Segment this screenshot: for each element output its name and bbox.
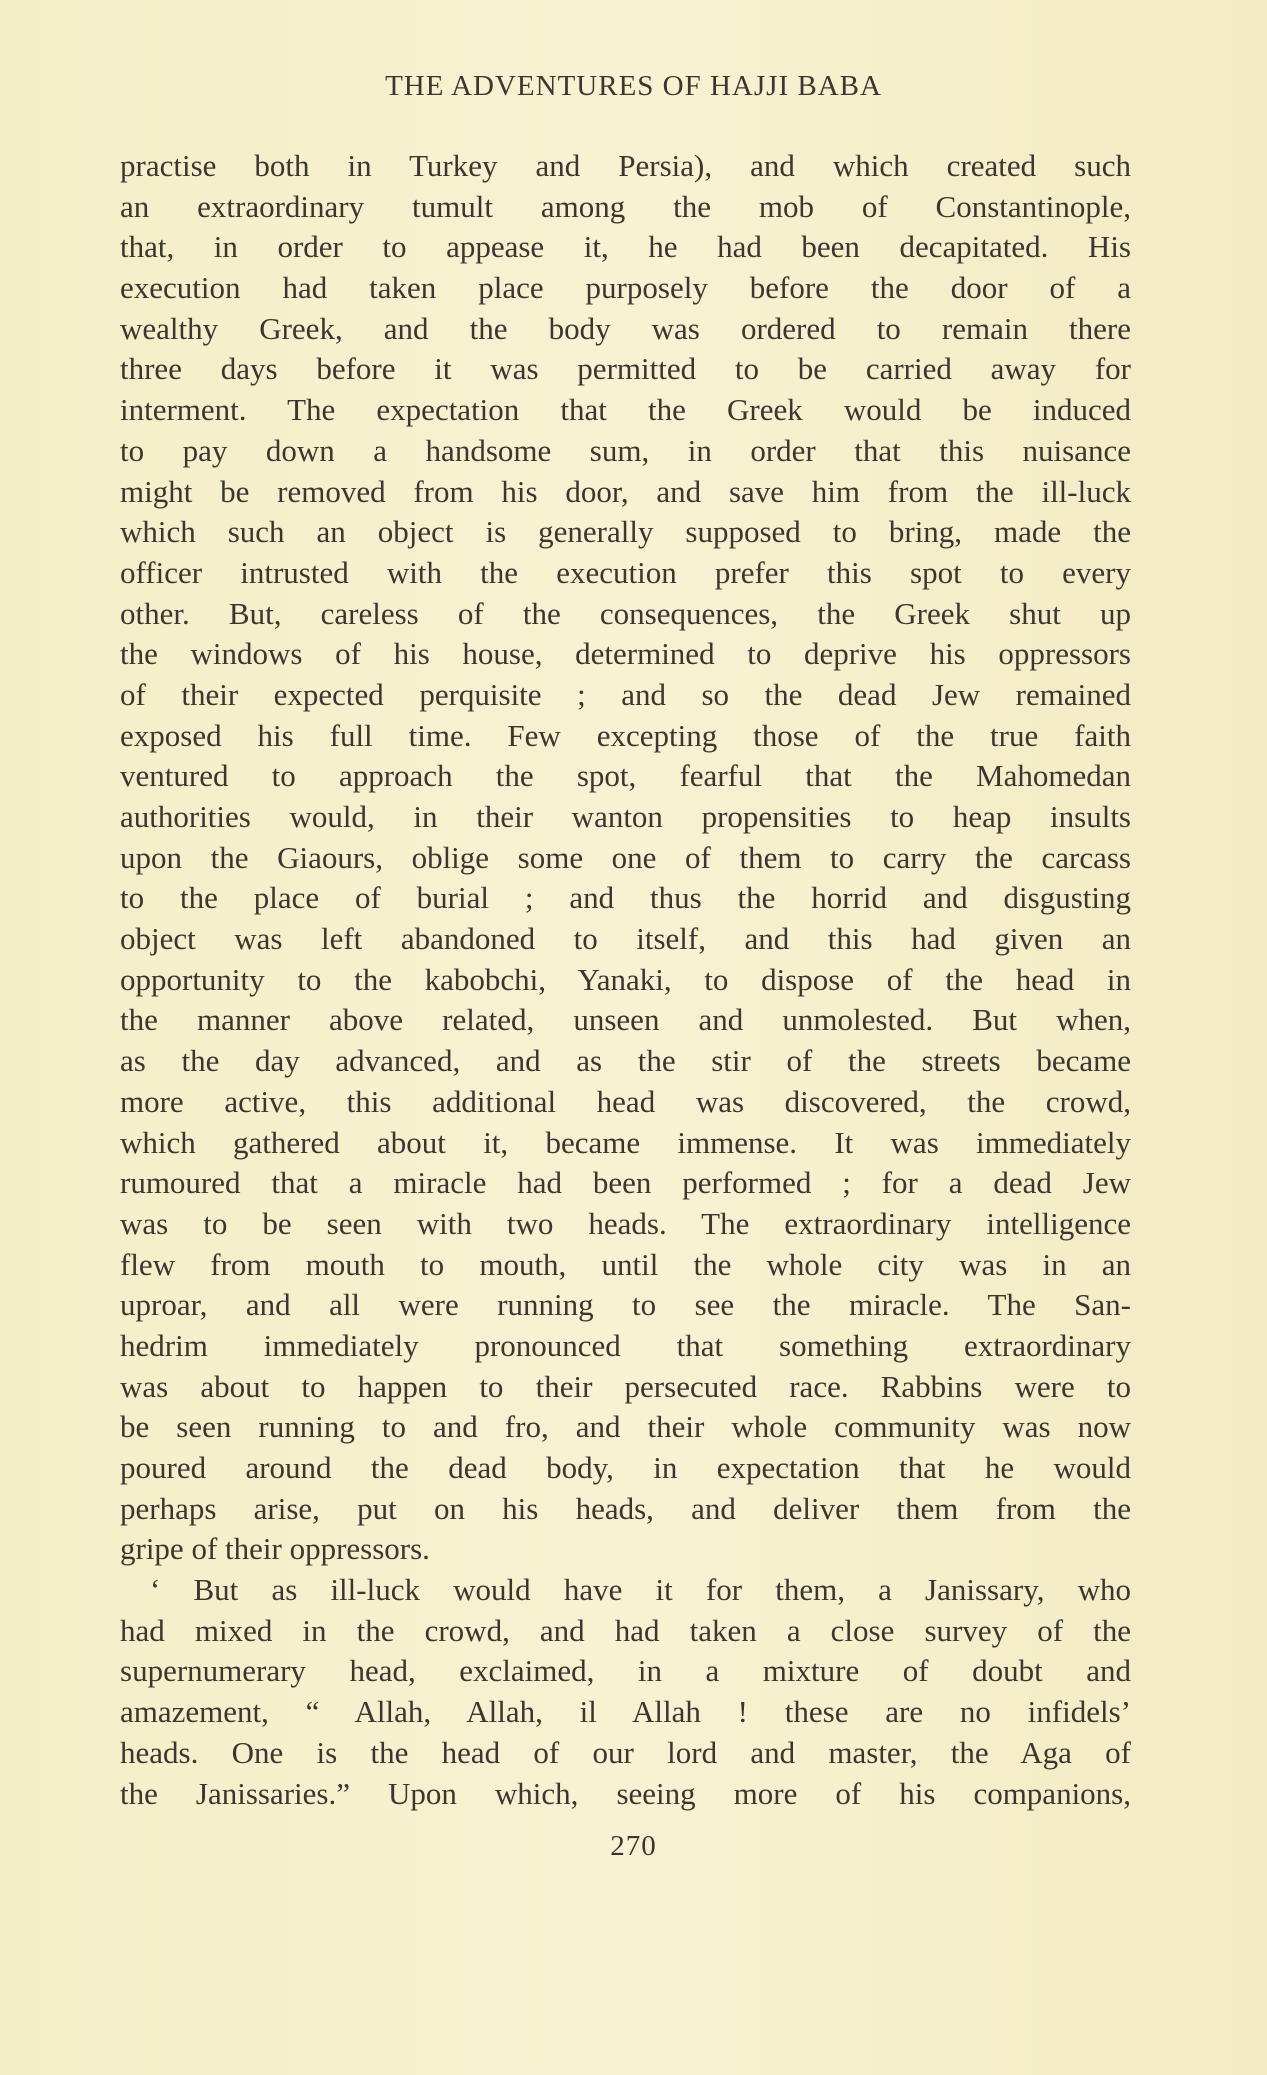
text-line: the manner above related, unseen and unmolested. But when,	[120, 1002, 1131, 1038]
text-line: more active, this additional head was discovered, the crowd,	[120, 1083, 1131, 1119]
text-line: to pay down a handsome sum, in order that this nuisance	[120, 432, 1131, 468]
text-line: supernumerary head, exclaimed, in a mixture of doubt and	[120, 1653, 1131, 1689]
paragraph-start-line: ‘ But as ill-luck would have it for them, a Janissary, who	[150, 1572, 1131, 1608]
text-line: three days before it was permitted to be carried away for	[120, 351, 1131, 387]
text-line: might be removed from his door, and save him from the ill-luck	[120, 473, 1131, 509]
text-line: which gathered about it, became immense. It was immediately	[120, 1124, 1131, 1160]
text-line: exposed his full time. Few excepting those of the true faith	[120, 717, 1131, 753]
text-line: authorities would, in their wanton propensities to heap insults	[120, 799, 1131, 834]
text-line: the windows of his house, determined to deprive his oppressors	[120, 636, 1131, 672]
text-line: an extraordinary tumult among the mob of Constantinople,	[120, 188, 1131, 224]
text-line: amazement, “ Allah, Allah, il Allah ! these are no infidels’	[120, 1694, 1131, 1730]
text-line: of their expected perquisite ; and so the dead Jew remained	[120, 676, 1131, 712]
text-line: which such an object is generally supposed to bring, made the	[120, 514, 1131, 550]
text-line: hedrim immediately pronounced that something extraordinary	[120, 1327, 1131, 1363]
text-line: practise both in Turkey and Persia), and which created such	[120, 148, 1131, 183]
text-line: was about to happen to their persecuted race. Rabbins were to	[120, 1368, 1131, 1404]
text-line: uproar, and all were running to see the miracle. The San-	[120, 1287, 1131, 1323]
text-line: heads. One is the head of our lord and master, the Aga of	[120, 1734, 1131, 1770]
text-line: ventured to approach the spot, fearful that the Mahomedan	[120, 758, 1131, 794]
text-line: poured around the dead body, in expectation that he would	[120, 1450, 1131, 1485]
text-line: was to be seen with two heads. The extraordinary intelligence	[120, 1205, 1131, 1241]
running-head: THE ADVENTURES OF HAJJI BABA	[385, 70, 882, 102]
text-line: other. But, careless of the consequences, the Greek shut up	[120, 595, 1131, 631]
text-line: object was left abandoned to itself, and this had given an	[120, 921, 1131, 957]
text-line: as the day advanced, and as the stir of the streets became	[120, 1043, 1131, 1079]
page-number: 270	[610, 1830, 657, 1862]
paragraph-end-line: gripe of their oppressors.	[120, 1531, 430, 1567]
body-text	[120, 146, 1131, 1814]
text-line: interment. The expectation that the Greek would be induced	[120, 392, 1131, 428]
text-line: perhaps arise, put on his heads, and deliver them from the	[120, 1490, 1131, 1526]
text-line: had mixed in the crowd, and had taken a close survey of the	[120, 1612, 1131, 1648]
text-line: execution had taken place purposely before the door of a	[120, 270, 1131, 306]
text-line: upon the Giaours, oblige some one of them to carry the carcass	[120, 839, 1131, 875]
text-line: the Janissaries.” Upon which, seeing more of his companions,	[120, 1775, 1131, 1811]
text-line: be seen running to and fro, and their whole community was now	[120, 1409, 1131, 1445]
text-line: flew from mouth to mouth, until the whole city was in an	[120, 1246, 1131, 1282]
text-line: wealthy Greek, and the body was ordered to remain there	[120, 310, 1131, 346]
text-line: that, in order to appease it, he had been decapitated. His	[120, 229, 1131, 265]
text-line: opportunity to the kabobchi, Yanaki, to dispose of the head in	[120, 961, 1131, 997]
text-line: rumoured that a miracle had been performed ; for a dead Jew	[120, 1165, 1131, 1201]
text-line: to the place of burial ; and thus the horrid and disgusting	[120, 880, 1131, 916]
text-line: officer intrusted with the execution prefer this spot to every	[120, 554, 1131, 590]
